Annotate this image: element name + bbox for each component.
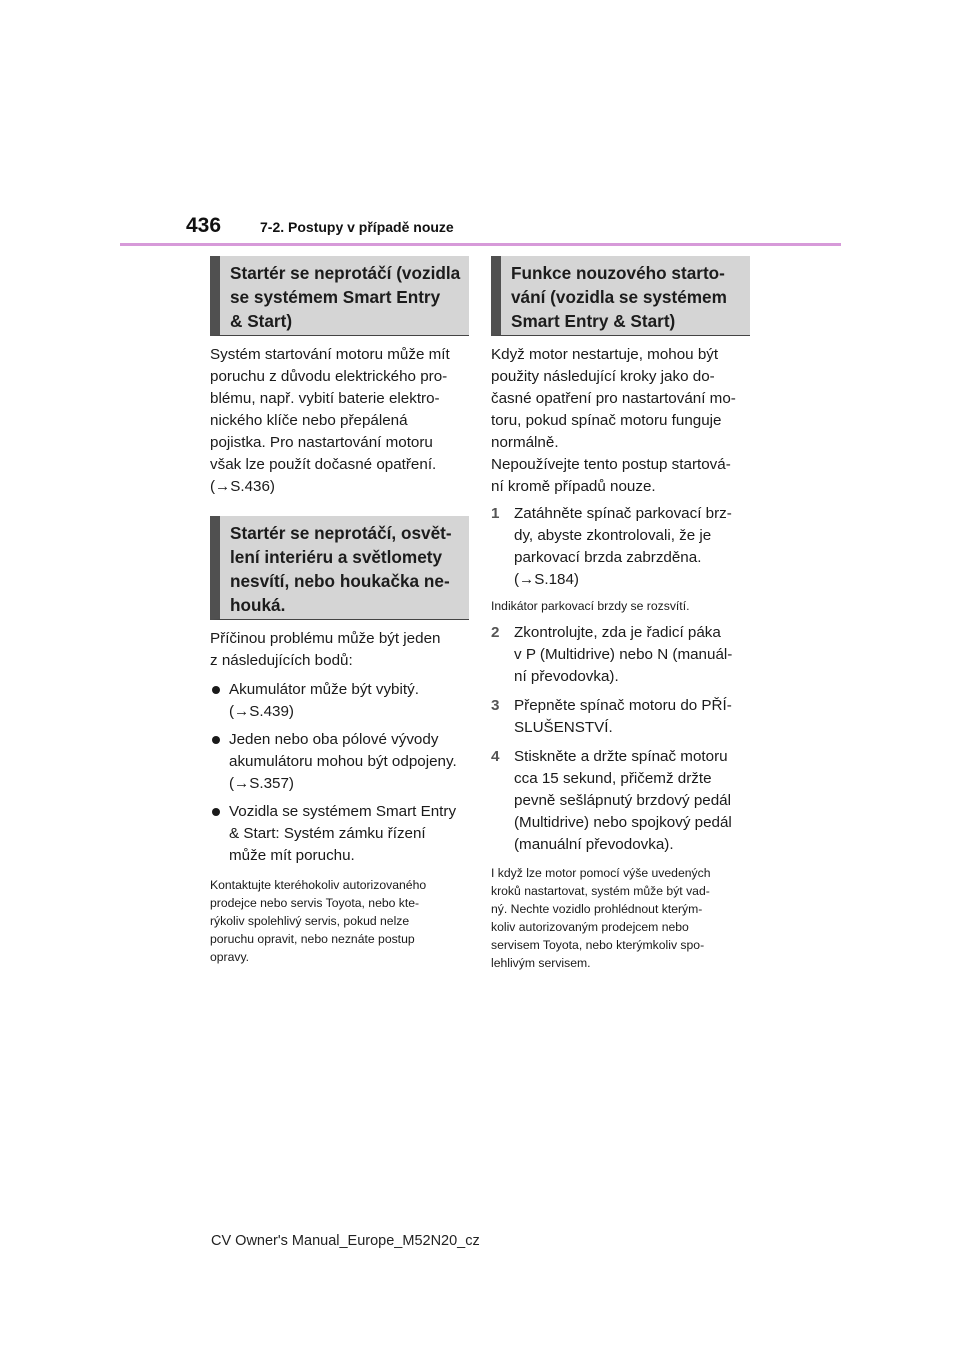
text-line: kroků nastartovat, systém může být vad-: [491, 884, 710, 898]
text-line: Nepoužívejte tento postup startová-: [491, 456, 731, 473]
text-line: lehlivým servisem.: [491, 956, 591, 970]
text-line: poruchu opravit, nebo neznáte postup: [210, 932, 415, 946]
text-line: toru, pokud spínač motoru funguje: [491, 412, 722, 429]
causes-paragraph: [210, 628, 469, 672]
page-reference[interactable]: (→S.439): [229, 703, 294, 720]
heading-line: Startér se neprotáčí (vozidla: [230, 263, 461, 283]
text-line: Přepněte spínač motoru do PŘÍ-: [514, 697, 732, 714]
step-item: [491, 622, 750, 688]
text-line: ní kromě případů nouze.: [491, 478, 656, 495]
step-item: [491, 503, 750, 591]
text-line: Akumulátor může být vybitý.: [229, 681, 419, 698]
text-line: normálně.: [491, 434, 559, 451]
text-line: I když lze motor pomocí výše uvedených: [491, 866, 711, 880]
text-line: Vozidla se systémem Smart Entry: [229, 803, 457, 820]
section-title: 7-2. Postupy v případě nouze: [260, 219, 454, 235]
right-column: [491, 256, 750, 972]
step-note: Indikátor parkovací brzdy se rozsvítí.: [491, 599, 690, 613]
text-line: prodejce nebo servis Toyota, nebo kte-: [210, 896, 420, 910]
text-line: Jeden nebo oba pólové vývody: [229, 731, 439, 748]
intro-paragraph: [210, 344, 469, 498]
heading-emergency-start: [491, 256, 750, 336]
heading-line: vání (vozidla se systémem: [511, 287, 727, 307]
text-line: Systém startování motoru může mít: [210, 346, 450, 363]
heading-line: Startér se neprotáčí, osvět-: [230, 523, 452, 543]
text-line: ný. Nechte vozidlo prohlédnout kterým-: [491, 902, 703, 916]
heading-starter-not-cranking: [210, 256, 469, 336]
text-line: parkovací brzda zabrzděna.: [514, 549, 702, 566]
text-line: (manuální převodovka).: [514, 836, 674, 853]
text-line: Stiskněte a držte spínač motoru: [514, 748, 728, 765]
text-line: z následujících bodů:: [210, 652, 353, 669]
text-line: rýkoliv spolehlivý servis, pokud nelze: [210, 914, 410, 928]
heading-line: nesvítí, nebo houkačka ne-: [230, 571, 450, 591]
text-line: Kontaktujte kteréhokoliv autorizovaného: [210, 878, 427, 892]
step-number: 1: [491, 505, 500, 522]
text-line: Zatáhněte spínač parkovací brz-: [514, 505, 732, 522]
emergency-intro: [491, 344, 750, 498]
page-number: 436: [186, 214, 222, 237]
left-column: [210, 256, 469, 966]
list-item: [210, 729, 469, 795]
text-line: poruchu z důvodu elektrického pro-: [210, 368, 448, 385]
text-line: pevně sešlápnutý brzdový pedál: [514, 792, 731, 809]
text-line: Zkontrolujte, zda je řadicí páka: [514, 624, 721, 641]
bullet-icon: [212, 736, 220, 744]
step-item: [491, 695, 750, 739]
list-item: [210, 679, 469, 723]
step-number: 2: [491, 624, 500, 641]
contact-note: [210, 876, 469, 966]
header-divider: [120, 243, 841, 246]
heading-line: Funkce nouzového starto-: [511, 263, 725, 283]
text-line: cca 15 sekund, přičemž držte: [514, 770, 712, 787]
page-reference[interactable]: (→S.357): [229, 775, 294, 792]
text-line: může mít poruchu.: [229, 847, 355, 864]
heading-line: Smart Entry & Start): [511, 311, 676, 331]
text-line: použity následující kroky jako do-: [491, 368, 715, 385]
heading-line: lení interiéru a světlomety: [230, 547, 443, 567]
text-line: Když motor nestartuje, mohou být: [491, 346, 719, 363]
text-line: blému, např. vybití baterie elektro-: [210, 390, 440, 407]
text-line: akumulátoru mohou být odpojeny.: [229, 753, 457, 770]
text-line: však lze použít dočasné opatření.: [210, 456, 437, 473]
text-line: dy, abyste zkontrolovali, že je: [514, 527, 712, 544]
text-line: pojistka. Pro nastartování motoru: [210, 434, 433, 451]
heading-line: se systémem Smart Entry: [230, 287, 441, 307]
text-line: SLUŠENSTVÍ.: [514, 719, 613, 736]
list-item: [210, 801, 469, 867]
final-note: [491, 864, 750, 972]
step-number: 4: [491, 748, 500, 765]
heading-starter-lights-horn: [210, 516, 469, 620]
heading-line: & Start): [230, 311, 293, 331]
text-line: ní převodovka).: [514, 668, 619, 685]
text-line: nického klíče nebo přepálená: [210, 412, 408, 429]
bullet-icon: [212, 686, 220, 694]
text-line: Příčinou problému může být jeden: [210, 630, 441, 647]
page-reference[interactable]: (→S.184): [514, 571, 579, 588]
step-item: [491, 746, 750, 856]
text-line: v P (Multidrive) nebo N (manuál-: [514, 646, 733, 663]
text-line: servisem Toyota, nebo kterýmkoliv spo-: [491, 938, 705, 952]
text-line: & Start: Systém zámku řízení: [229, 825, 426, 842]
footer-label: CV Owner's Manual_Europe_M52N20_cz: [211, 1233, 480, 1249]
heading-line: houká.: [230, 595, 286, 615]
text-line: koliv autorizovaným prodejcem nebo: [491, 920, 689, 934]
text-line: časné opatření pro nastartování mo-: [491, 390, 736, 407]
step-number: 3: [491, 697, 500, 714]
text-line: (Multidrive) nebo spojkový pedál: [514, 814, 732, 831]
page-reference[interactable]: (→S.436): [210, 478, 275, 495]
text-line: opravy.: [210, 950, 250, 964]
bullet-icon: [212, 808, 220, 816]
